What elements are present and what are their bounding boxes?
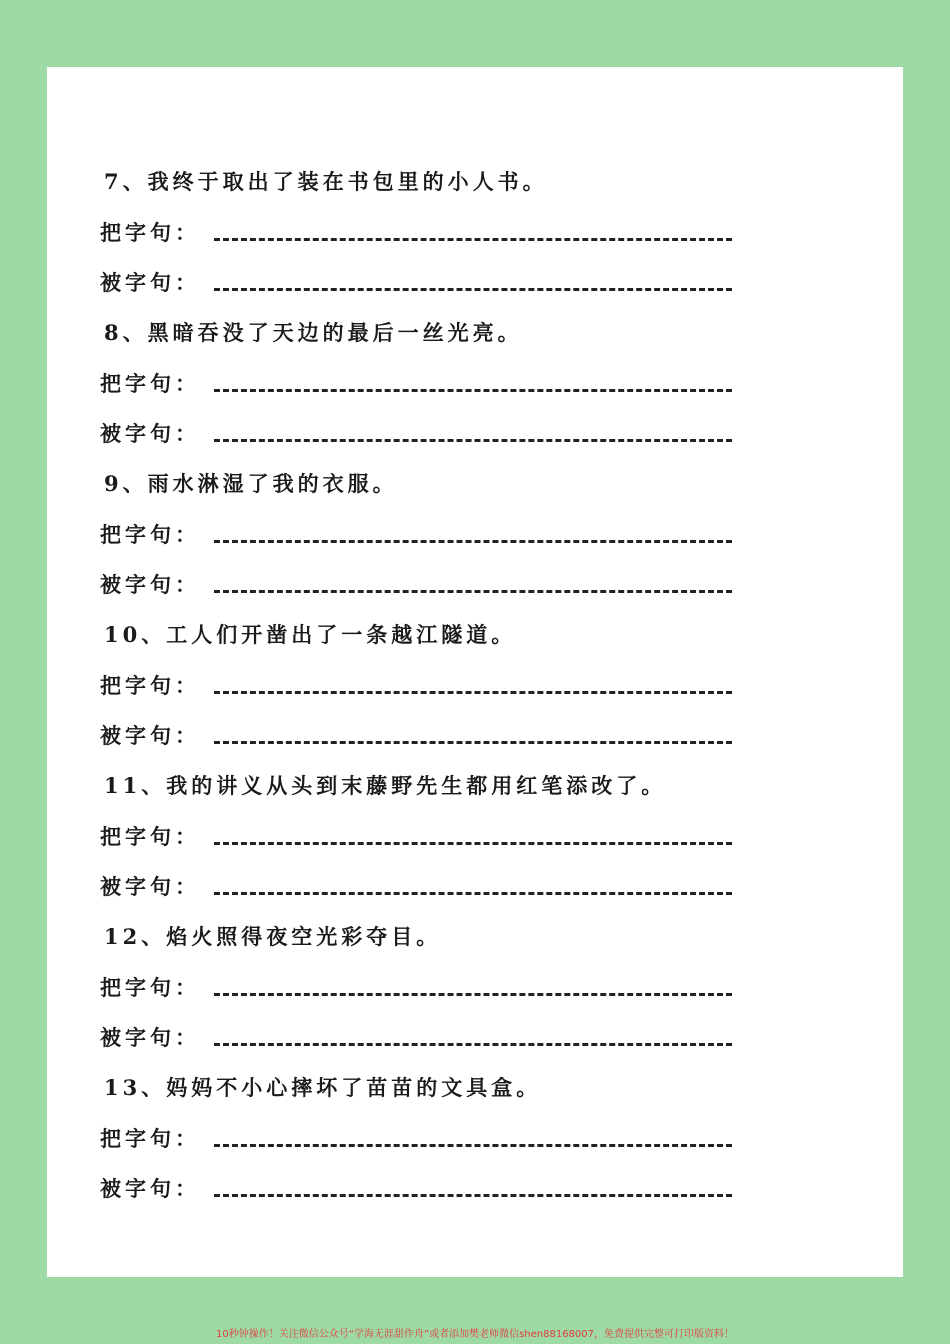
question-text: 我终于取出了装在书包里的小人书。 [147, 169, 548, 194]
answer-label: 被字句： [100, 421, 200, 446]
answer-label: 把字句： [100, 522, 200, 547]
ba-answer-blank[interactable] [214, 993, 732, 996]
answer-label: 把字句： [100, 673, 200, 698]
answer-label: 被字句： [100, 572, 200, 597]
bei-answer-blank[interactable] [214, 1043, 732, 1046]
answer-label: 把字句： [100, 975, 200, 1000]
bei-answer-blank[interactable] [214, 288, 732, 291]
question-text: 雨水淋湿了我的衣服。 [147, 471, 398, 496]
bei-sentence-row [100, 1174, 200, 1206]
question-number: 13、 [104, 1075, 167, 1100]
answer-label: 被字句： [100, 1025, 200, 1050]
bei-answer-blank[interactable] [214, 892, 732, 895]
ba-answer-blank[interactable] [214, 389, 732, 392]
ba-answer-blank[interactable] [214, 540, 732, 543]
question-number: 10、 [104, 622, 167, 647]
question-sentence [104, 318, 523, 348]
question-sentence [104, 167, 548, 197]
ba-sentence-row [100, 520, 200, 552]
bei-sentence-row [100, 570, 200, 602]
question-number: 11、 [104, 773, 167, 798]
answer-label: 被字句： [100, 1176, 200, 1201]
worksheet-page [47, 67, 903, 1277]
ba-answer-blank[interactable] [214, 1144, 732, 1147]
answer-label: 被字句： [100, 270, 200, 295]
bei-sentence-row [100, 721, 200, 753]
ba-answer-blank[interactable] [214, 238, 732, 241]
question-sentence [104, 620, 516, 650]
question-sentence [104, 469, 398, 499]
bei-answer-blank[interactable] [214, 741, 732, 744]
question-number: 8、 [104, 320, 148, 345]
answer-label: 被字句： [100, 723, 200, 748]
answer-label: 把字句： [100, 220, 200, 245]
question-number: 12、 [104, 924, 167, 949]
answer-label: 把字句： [100, 371, 200, 396]
footer-notice: 10秒钟操作！关注微信公众号“学海无涯甜作舟”或者添加樊老师微信shen88168007，免费提供完整可打印版资料！ [215, 1329, 735, 1340]
question-text: 焰火照得夜空光彩夺目。 [166, 924, 442, 949]
bei-sentence-row [100, 268, 200, 300]
question-number: 7、 [104, 169, 148, 194]
bei-sentence-row [100, 1023, 200, 1055]
ba-sentence-row [100, 369, 200, 401]
answer-label: 把字句： [100, 824, 200, 849]
bei-answer-blank[interactable] [214, 590, 732, 593]
question-text: 我的讲义从头到末藤野先生都用红笔添改了。 [166, 773, 667, 798]
answer-label: 被字句： [100, 874, 200, 899]
bei-sentence-row [100, 419, 200, 451]
answer-label: 把字句： [100, 1126, 200, 1151]
question-sentence [104, 771, 666, 801]
ba-answer-blank[interactable] [214, 691, 732, 694]
bei-answer-blank[interactable] [214, 1194, 732, 1197]
question-number: 9、 [104, 471, 148, 496]
question-text: 工人们开凿出了一条越江隧道。 [166, 622, 517, 647]
question-text: 妈妈不小心摔坏了苗苗的文具盒。 [166, 1075, 542, 1100]
question-sentence [104, 1073, 541, 1103]
question-sentence [104, 922, 441, 952]
ba-answer-blank[interactable] [214, 842, 732, 845]
question-text: 黑暗吞没了天边的最后一丝光亮。 [147, 320, 523, 345]
ba-sentence-row [100, 822, 200, 854]
bei-sentence-row [100, 872, 200, 904]
ba-sentence-row [100, 671, 200, 703]
bei-answer-blank[interactable] [214, 439, 732, 442]
ba-sentence-row [100, 1124, 200, 1156]
ba-sentence-row [100, 973, 200, 1005]
ba-sentence-row [100, 218, 200, 250]
